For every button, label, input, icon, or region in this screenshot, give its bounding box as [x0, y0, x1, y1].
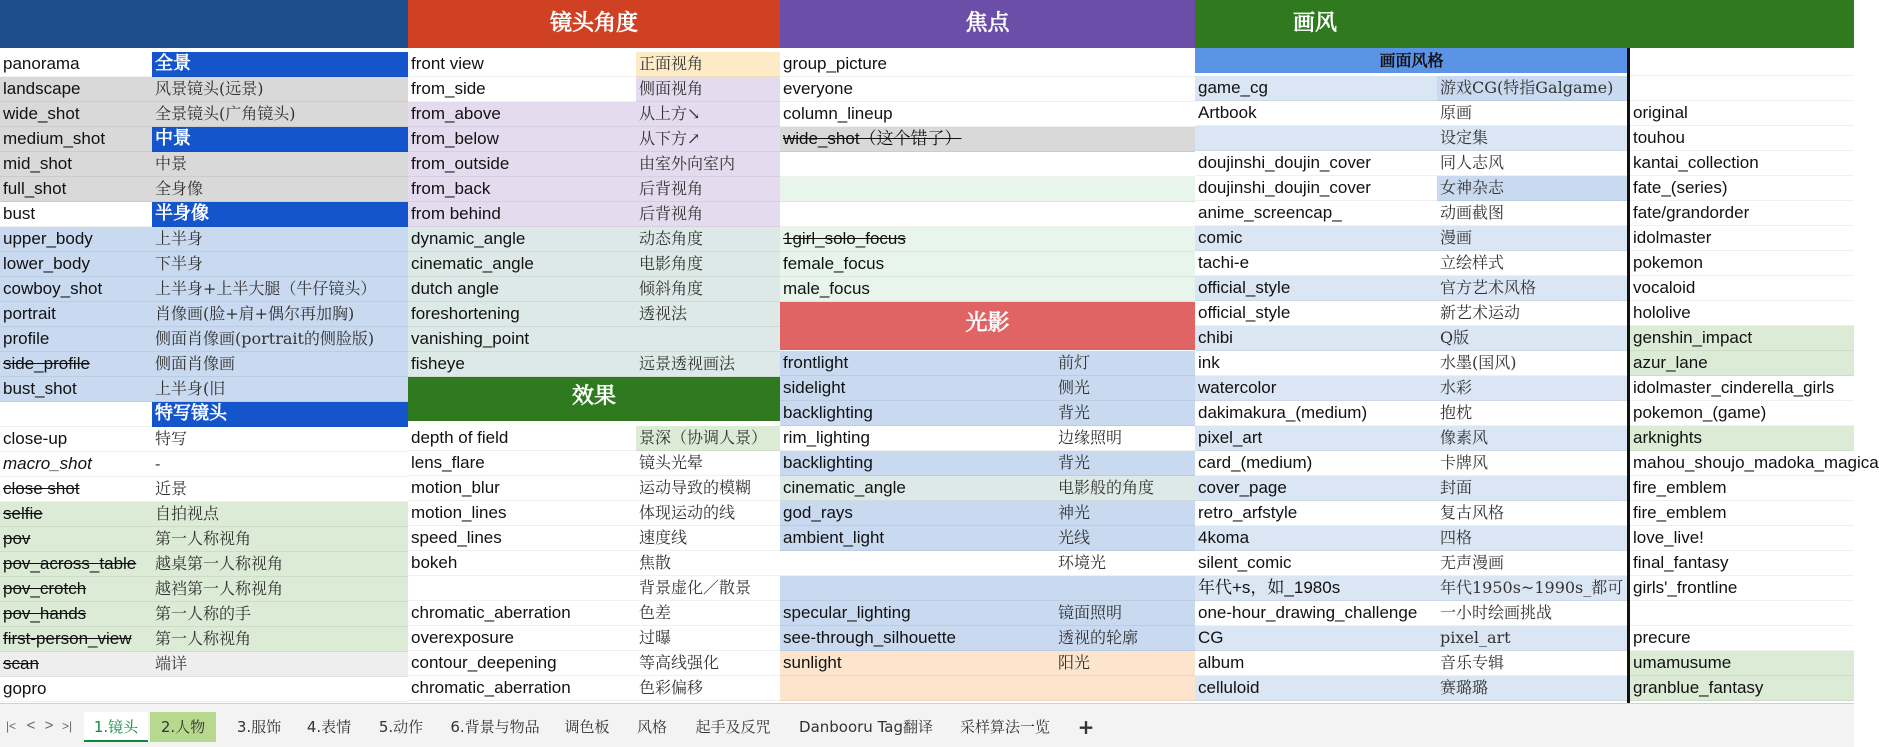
header-focus: 焦点 — [780, 0, 1195, 48]
cell-tag-en[interactable] — [1195, 126, 1437, 151]
cell-tag-en[interactable]: god_rays — [780, 501, 1055, 526]
cell-tag-en[interactable]: overexposure — [408, 626, 636, 651]
cell-tag-en[interactable]: silent_comic — [1195, 551, 1437, 576]
cell-tag-cn[interactable] — [1055, 52, 1195, 77]
cell-tag-en[interactable]: panorama — [0, 52, 152, 77]
cell-tag-cn[interactable]: 抱枕 — [1437, 401, 1627, 426]
cell-tag-en[interactable]: motion_blur — [408, 476, 636, 501]
cell-tag-cn[interactable]: 景深（协调人景） — [636, 426, 780, 451]
cell-franchise[interactable]: touhou — [1630, 126, 1854, 151]
sheet-tab[interactable]: 3.服饰 — [236, 718, 282, 736]
cell-tag-cn[interactable]: 从下方↗ — [636, 127, 780, 152]
cell-tag-en[interactable]: lens_flare — [408, 451, 636, 476]
cell-tag-cn[interactable]: 复古风格 — [1437, 501, 1627, 526]
cell-tag-cn[interactable]: 水彩 — [1437, 376, 1627, 401]
cell-tag-en[interactable]: bust — [0, 202, 152, 227]
cell-tag-cn[interactable]: pixel_art — [1437, 626, 1627, 651]
header-lighting: 光影 — [780, 298, 1195, 350]
cell-tag-en[interactable]: landscape — [0, 77, 152, 102]
sheet-tab[interactable]: 调色板 — [564, 718, 610, 736]
cell-franchise[interactable]: final_fantasy — [1630, 551, 1854, 576]
cell-tag-cn[interactable]: - — [152, 452, 408, 477]
cell-tag-en[interactable]: specular_lighting — [780, 601, 1055, 626]
cell-tag-en[interactable]: album — [1195, 651, 1437, 676]
cell-tag-cn[interactable] — [1055, 227, 1195, 252]
cell-tag-cn[interactable]: 上半身+上半大腿（牛仔镜头） — [152, 277, 408, 302]
cell-tag-cn[interactable]: 越桌第一人称视角 — [152, 552, 408, 577]
cell-tag-cn[interactable]: 风景镜头(远景) — [152, 77, 408, 102]
cell-franchise[interactable]: precure — [1630, 626, 1854, 651]
add-sheet-button[interactable]: + — [1077, 715, 1095, 739]
cell-tag-cn[interactable]: 官方艺术风格 — [1437, 276, 1627, 301]
sheet-tab[interactable]: 4.表情 — [306, 718, 352, 736]
cell-tag-cn[interactable]: 像素风 — [1437, 426, 1627, 451]
cell-tag-cn[interactable]: 倾斜角度 — [636, 277, 780, 302]
cell-tag-cn[interactable]: 远景透视画法 — [636, 352, 780, 377]
cell-tag-cn[interactable] — [1055, 102, 1195, 127]
cell-tag-cn[interactable]: 镜头光晕 — [636, 451, 780, 476]
cell-tag-en[interactable]: everyone — [780, 77, 1055, 102]
cell-tag-en[interactable]: fisheye — [408, 352, 636, 377]
cell-franchise[interactable]: fate/grandorder — [1630, 201, 1854, 226]
cell-tag-en[interactable]: chromatic_aberration — [408, 601, 636, 626]
cell-tag-en[interactable]: from_side — [408, 77, 636, 102]
cell-tag-en[interactable]: 1girl_solo_focus — [780, 227, 1055, 252]
cell-tag-en[interactable]: bust_shot — [0, 377, 152, 402]
cell-tag-en[interactable]: 年代+s，如_1980s — [1195, 576, 1437, 601]
cell-tag-en[interactable]: vanishing_point — [408, 327, 636, 352]
cell-tag-en[interactable]: depth of field — [408, 426, 636, 451]
cell-tag-cn[interactable]: 神光 — [1055, 501, 1195, 526]
cell-tag-en[interactable]: medium_shot — [0, 127, 152, 152]
cell-franchise[interactable]: hololive — [1630, 301, 1854, 326]
cell-tag-en[interactable]: frontlight — [780, 351, 1055, 376]
cell-tag-en[interactable]: one-hour_drawing_challenge — [1195, 601, 1437, 626]
cell-tag-cn[interactable]: 女神杂志 — [1437, 176, 1627, 201]
header-lens-angle: 镜头角度 — [408, 0, 780, 48]
cell-tag-en[interactable]: from_outside — [408, 152, 636, 177]
cell-tag-en[interactable]: chromatic_aberration — [408, 676, 636, 701]
cell-tag-en[interactable]: full_shot — [0, 177, 152, 202]
cell-tag-cn[interactable]: 无声漫画 — [1437, 551, 1627, 576]
cell-tag-en[interactable]: ink — [1195, 351, 1437, 376]
cell-tag-cn[interactable]: 全景 — [152, 52, 408, 77]
cell-tag-cn[interactable]: 中景 — [152, 127, 408, 152]
cell-franchise[interactable]: azur_lane — [1630, 351, 1854, 376]
cell-tag-en[interactable]: sidelight — [780, 376, 1055, 401]
header-style: 画风 — [1195, 0, 1435, 48]
cell-tag-cn[interactable]: 后背视角 — [636, 177, 780, 202]
cell-tag-en[interactable]: doujinshi_doujin_cover — [1195, 176, 1437, 201]
sheet-tab-bar — [0, 703, 1854, 747]
cell-tag-cn[interactable]: 特写 — [152, 427, 408, 452]
cell-tag-cn[interactable]: 正面视角 — [636, 52, 780, 77]
cell-tag-en[interactable] — [0, 402, 152, 427]
cell-tag-cn[interactable] — [1055, 177, 1195, 202]
cell-tag-cn[interactable]: 侧面肖像画 — [152, 352, 408, 377]
cell-tag-cn[interactable]: 环境光 — [1055, 551, 1195, 576]
cell-tag-cn[interactable]: 镜面照明 — [1055, 601, 1195, 626]
cell-tag-cn[interactable]: 体现运动的线 — [636, 501, 780, 526]
cell-tag-en[interactable]: foreshortening — [408, 302, 636, 327]
sheet-tab[interactable]: 1.镜头 — [84, 712, 148, 742]
cell-tag-cn[interactable]: 上半身(旧 — [152, 377, 408, 402]
first-sheet-icon[interactable]: |< — [5, 719, 17, 733]
cell-tag-en[interactable]: dynamic_angle — [408, 227, 636, 252]
cell-tag-en[interactable]: backlighting — [780, 451, 1055, 476]
sheet-tab[interactable]: 6.背景与物品 — [450, 718, 540, 736]
cell-tag-cn[interactable]: 边缘照明 — [1055, 426, 1195, 451]
cell-tag-cn[interactable] — [1055, 676, 1195, 701]
cell-franchise[interactable]: idolmaster — [1630, 226, 1854, 251]
cell-tag-en[interactable]: close shot — [0, 477, 152, 502]
cell-tag-cn[interactable]: 由室外向室内 — [636, 152, 780, 177]
cell-franchise[interactable] — [1630, 76, 1854, 101]
cell-tag-en[interactable]: mid_shot — [0, 152, 152, 177]
cell-tag-cn[interactable]: 色差 — [636, 601, 780, 626]
cell-tag-en[interactable] — [408, 576, 636, 601]
cell-tag-cn[interactable]: 端详 — [152, 652, 408, 677]
cell-tag-en[interactable]: bokeh — [408, 551, 636, 576]
cell-franchise[interactable]: pokemon — [1630, 251, 1854, 276]
cell-tag-cn[interactable]: 过曝 — [636, 626, 780, 651]
cell-tag-cn[interactable]: 第一人称视角 — [152, 527, 408, 552]
cell-tag-en[interactable]: 4koma — [1195, 526, 1437, 551]
cell-franchise[interactable]: arknights — [1630, 426, 1854, 451]
cell-tag-cn[interactable]: 侧面肖像画(portrait的侧脸版) — [152, 327, 408, 352]
cell-franchise[interactable]: idolmaster_cinderella_girls — [1630, 376, 1854, 401]
cell-tag-en[interactable]: retro_arfstyle — [1195, 501, 1437, 526]
cell-franchise[interactable]: love_live! — [1630, 526, 1854, 551]
cell-tag-cn[interactable]: 水墨(国风) — [1437, 351, 1627, 376]
sheet-tab[interactable]: 起手及反咒 — [695, 718, 771, 736]
sheet-tab[interactable]: Danbooru Tag翻译 — [799, 718, 933, 736]
cell-tag-en[interactable]: game_cg — [1195, 76, 1437, 101]
cell-tag-cn[interactable]: 阳光 — [1055, 651, 1195, 676]
cell-tag-en[interactable]: male_focus — [780, 277, 1055, 302]
cell-tag-cn[interactable]: 自拍视点 — [152, 502, 408, 527]
cell-tag-en[interactable]: female_focus — [780, 252, 1055, 277]
cell-franchise[interactable]: mahou_shoujo_madoka_magica — [1630, 451, 1854, 476]
cell-tag-cn[interactable]: 四格 — [1437, 526, 1627, 551]
cell-franchise[interactable]: genshin_impact — [1630, 326, 1854, 351]
cell-tag-en[interactable]: pov — [0, 527, 152, 552]
cell-tag-en[interactable]: comic — [1195, 226, 1437, 251]
sheet-tab[interactable]: 5.动作 — [378, 718, 424, 736]
cell-tag-en[interactable]: close-up — [0, 427, 152, 452]
cell-tag-cn[interactable]: 动态角度 — [636, 227, 780, 252]
cell-tag-cn[interactable] — [1055, 77, 1195, 102]
last-sheet-icon[interactable]: >| — [61, 719, 73, 733]
cell-franchise[interactable]: original — [1630, 101, 1854, 126]
prev-sheet-icon[interactable]: < — [26, 717, 36, 734]
cell-tag-en[interactable]: column_lineup — [780, 102, 1055, 127]
header-effects: 效果 — [408, 373, 780, 421]
cell-tag-en[interactable]: from_above — [408, 102, 636, 127]
cell-tag-en[interactable]: profile — [0, 327, 152, 352]
cell-tag-cn[interactable]: 色彩偏移 — [636, 676, 780, 701]
cell-tag-cn[interactable]: 透视的轮廓 — [1055, 626, 1195, 651]
cell-tag-cn[interactable]: 动画截图 — [1437, 201, 1627, 226]
cell-tag-en[interactable]: official_style — [1195, 301, 1437, 326]
cell-tag-cn[interactable]: 后背视角 — [636, 202, 780, 227]
cell-franchise[interactable] — [1630, 601, 1854, 626]
cell-franchise[interactable]: pokemon_(game) — [1630, 401, 1854, 426]
cell-tag-cn[interactable]: 速度线 — [636, 526, 780, 551]
cell-tag-en[interactable]: cinematic_angle — [408, 252, 636, 277]
cell-tag-cn[interactable]: 电影般的角度 — [1055, 476, 1195, 501]
cell-franchise[interactable]: kantai_collection — [1630, 151, 1854, 176]
cell-tag-cn[interactable]: 中景 — [152, 152, 408, 177]
header-style-ext — [1435, 0, 1854, 48]
cell-tag-en[interactable]: official_style — [1195, 276, 1437, 301]
cell-tag-en[interactable] — [780, 676, 1055, 701]
cell-tag-en[interactable]: dutch angle — [408, 277, 636, 302]
cell-tag-en[interactable]: watercolor — [1195, 376, 1437, 401]
cell-tag-en[interactable]: rim_lighting — [780, 426, 1055, 451]
cell-tag-en[interactable]: cover_page — [1195, 476, 1437, 501]
cell-tag-cn[interactable]: 设定集 — [1437, 126, 1627, 151]
cell-tag-en[interactable]: celluloid — [1195, 676, 1437, 701]
cell-tag-en[interactable]: first-person_view — [0, 627, 152, 652]
cell-tag-en[interactable]: sunlight — [780, 651, 1055, 676]
cell-tag-cn[interactable]: 半身像 — [152, 202, 408, 227]
cell-tag-cn[interactable]: 第一人称的手 — [152, 602, 408, 627]
next-sheet-icon[interactable]: > — [44, 717, 54, 734]
cell-franchise[interactable]: girls'_frontline — [1630, 576, 1854, 601]
cell-tag-en[interactable] — [780, 152, 1055, 177]
cell-tag-cn[interactable] — [152, 677, 408, 702]
cell-tag-cn[interactable]: 等高线强化 — [636, 651, 780, 676]
cell-tag-cn[interactable]: 侧光 — [1055, 376, 1195, 401]
cell-franchise[interactable] — [1630, 51, 1854, 76]
cell-tag-cn[interactable]: 封面 — [1437, 476, 1627, 501]
cell-tag-cn[interactable]: 赛璐璐 — [1437, 676, 1627, 701]
cell-tag-en[interactable]: chibi — [1195, 326, 1437, 351]
cell-tag-cn[interactable]: 一小时绘画挑战 — [1437, 601, 1627, 626]
cell-franchise[interactable]: fire_emblem — [1630, 501, 1854, 526]
cell-tag-cn[interactable]: 肖像画(脸+肩+偶尔再加胸) — [152, 302, 408, 327]
cell-tag-en[interactable]: portrait — [0, 302, 152, 327]
cell-tag-cn[interactable]: 前灯 — [1055, 351, 1195, 376]
cell-tag-en[interactable]: group_picture — [780, 52, 1055, 77]
cell-tag-cn[interactable]: 全身像 — [152, 177, 408, 202]
cell-tag-cn[interactable]: 游戏CG(特指Galgame) — [1437, 76, 1627, 101]
cell-tag-cn[interactable]: 新艺术运动 — [1437, 301, 1627, 326]
cell-tag-en[interactable]: pixel_art — [1195, 426, 1437, 451]
cell-tag-en[interactable]: macro_shot — [0, 452, 152, 477]
cell-tag-cn[interactable]: 年代1950s~1990s_都可 — [1437, 576, 1627, 601]
cell-tag-en[interactable] — [780, 551, 1055, 576]
cell-tag-cn[interactable]: 第一人称视角 — [152, 627, 408, 652]
cell-tag-en[interactable]: lower_body — [0, 252, 152, 277]
cell-tag-en[interactable]: wide_shot — [0, 102, 152, 127]
cell-tag-cn[interactable]: 立绘样式 — [1437, 251, 1627, 276]
cell-tag-en[interactable]: cinematic_angle — [780, 476, 1055, 501]
cell-tag-en[interactable]: card_(medium) — [1195, 451, 1437, 476]
cell-tag-en[interactable]: see-through_silhouette — [780, 626, 1055, 651]
cell-tag-cn[interactable] — [1055, 277, 1195, 302]
cell-tag-en[interactable]: scan — [0, 652, 152, 677]
cell-tag-cn[interactable]: 漫画 — [1437, 226, 1627, 251]
cell-tag-cn[interactable]: 特写镜头 — [152, 402, 408, 427]
cell-franchise[interactable]: umamusume — [1630, 651, 1854, 676]
sheet-tab[interactable]: 风格 — [636, 718, 667, 736]
cell-tag-cn[interactable]: 背光 — [1055, 401, 1195, 426]
cell-tag-cn[interactable]: 越裆第一人称视角 — [152, 577, 408, 602]
cell-tag-en[interactable]: wide_shot（这个错了） — [780, 127, 1055, 152]
cell-tag-en[interactable]: doujinshi_doujin_cover — [1195, 151, 1437, 176]
cell-tag-cn[interactable]: 上半身 — [152, 227, 408, 252]
cell-tag-cn[interactable]: 运动导致的模糊 — [636, 476, 780, 501]
cell-tag-en[interactable]: cowboy_shot — [0, 277, 152, 302]
cell-tag-en[interactable]: from behind — [408, 202, 636, 227]
cell-tag-en[interactable]: Artbook — [1195, 101, 1437, 126]
cell-tag-cn[interactable] — [1055, 576, 1195, 601]
header-blank-blue — [0, 0, 408, 48]
cell-tag-en[interactable] — [780, 576, 1055, 601]
header-style-sub: 画面风格 — [1195, 48, 1628, 73]
cell-franchise[interactable]: vocaloid — [1630, 276, 1854, 301]
cell-tag-en[interactable]: from_below — [408, 127, 636, 152]
cell-tag-cn[interactable]: 电影角度 — [636, 252, 780, 277]
cell-tag-cn[interactable]: 光线 — [1055, 526, 1195, 551]
cell-tag-cn[interactable]: Q版 — [1437, 326, 1627, 351]
cell-tag-cn[interactable]: 从上方↘ — [636, 102, 780, 127]
cell-tag-en[interactable]: gopro — [0, 677, 152, 702]
cell-tag-en[interactable]: from_back — [408, 177, 636, 202]
cell-tag-cn[interactable]: 下半身 — [152, 252, 408, 277]
cell-tag-en[interactable]: front view — [408, 52, 636, 77]
cell-tag-en[interactable]: pov_hands — [0, 602, 152, 627]
cell-tag-en[interactable]: CG — [1195, 626, 1437, 651]
cell-tag-en[interactable]: selfie — [0, 502, 152, 527]
cell-tag-cn[interactable] — [1055, 152, 1195, 177]
cell-tag-en[interactable]: speed_lines — [408, 526, 636, 551]
cell-tag-en[interactable]: ambient_light — [780, 526, 1055, 551]
cell-tag-cn[interactable]: 音乐专辑 — [1437, 651, 1627, 676]
cell-tag-cn[interactable]: 侧面视角 — [636, 77, 780, 102]
cell-tag-en[interactable] — [780, 177, 1055, 202]
cell-tag-cn[interactable]: 近景 — [152, 477, 408, 502]
cell-franchise[interactable]: fire_emblem — [1630, 476, 1854, 501]
cell-tag-en[interactable]: backlighting — [780, 401, 1055, 426]
cell-tag-en[interactable]: dakimakura_(medium) — [1195, 401, 1437, 426]
cell-tag-cn[interactable] — [1055, 202, 1195, 227]
cell-tag-en[interactable]: upper_body — [0, 227, 152, 252]
cell-tag-en[interactable]: tachi-e — [1195, 251, 1437, 276]
cell-tag-cn[interactable] — [636, 327, 780, 352]
cell-tag-cn[interactable]: 透视法 — [636, 302, 780, 327]
cell-franchise[interactable]: fate_(series) — [1630, 176, 1854, 201]
cell-tag-en[interactable] — [780, 202, 1055, 227]
cell-tag-cn[interactable]: 焦散 — [636, 551, 780, 576]
cell-tag-cn[interactable]: 同人志风 — [1437, 151, 1627, 176]
cell-tag-cn[interactable] — [1055, 252, 1195, 277]
cell-tag-en[interactable]: pov_crotch — [0, 577, 152, 602]
sheet-tab[interactable]: 2.人物 — [150, 712, 216, 742]
cell-tag-en[interactable]: side_profile — [0, 352, 152, 377]
cell-tag-cn[interactable]: 全景镜头(广角镜头) — [152, 102, 408, 127]
cell-tag-en[interactable]: anime_screencap_ — [1195, 201, 1437, 226]
cell-tag-cn[interactable]: 卡牌风 — [1437, 451, 1627, 476]
cell-tag-cn[interactable]: 背景虚化／散景 — [636, 576, 780, 601]
cell-franchise[interactable]: granblue_fantasy — [1630, 676, 1854, 701]
cell-tag-cn[interactable]: 原画 — [1437, 101, 1627, 126]
sheet-tab[interactable]: 采样算法一览 — [959, 718, 1050, 736]
cell-tag-en[interactable]: pov_across_table — [0, 552, 152, 577]
cell-tag-en[interactable]: motion_lines — [408, 501, 636, 526]
cell-tag-cn[interactable]: 背光 — [1055, 451, 1195, 476]
cell-tag-en[interactable]: contour_deepening — [408, 651, 636, 676]
cell-tag-cn[interactable] — [1055, 127, 1195, 152]
